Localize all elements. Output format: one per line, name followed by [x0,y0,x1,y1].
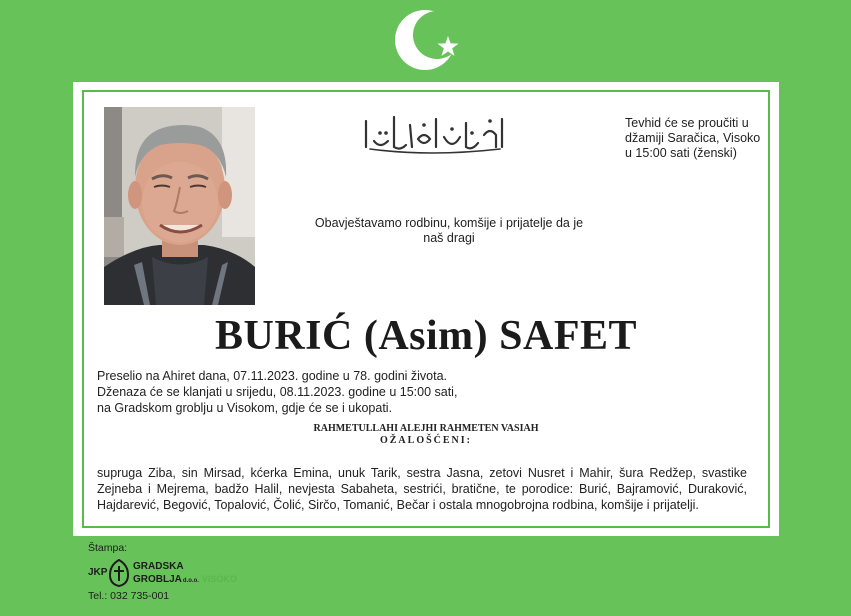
details-line: Preselio na Ahiret dana, 07.11.2023. godine u 78. godini života. [97,369,448,383]
mourners-list: supruga Ziba, sin Mirsad, kćerka Emina, unuk Tarik, sestra Jasna, zetovi Nusret i Mahir, šura Redžep, svastike Zejneba i Mejrema, badžo Halil, nevjesta Sabaheta, sestrići, bratične, te porodice: Burić, Bajramović, Duraković, Hajdarević, Begović, Topalović, Čolić, Sirčo, Tomanić, Bečar i ostala mnogobrojna rodbina, komšije i prijatelji. [97,466,747,512]
logo-jkp: JKP [88,567,108,578]
deceased-name: BURIĆ (Asim) SAFET [214,313,638,359]
portrait-photo [104,107,255,305]
rahmet-text: RAHMETULLAHI ALEJHI RAHMETEN VASIAH [313,423,539,434]
intro-line: naš dragi [423,231,475,245]
funeral-details [97,368,577,416]
prayer-heading [84,423,768,447]
logo-visoko: VISOKO [201,574,237,584]
mourners-heading: OŽALOŠĆENI: [379,435,472,446]
details-line: na Gradskom groblju u Visokom, gdje će se i ukopati. [97,401,393,415]
logo-gradska: GRADSKA [133,561,184,572]
print-label: Štampa: [88,542,128,554]
logo-groblja-row [133,573,237,587]
intro-text [294,216,604,246]
tevhid-line: džamiji Saračica, Visoko [625,131,761,145]
printer-footer [88,542,288,612]
arabic-calligraphy [360,111,507,157]
crescent-star-icon [393,6,463,74]
obituary-notice [73,82,779,536]
details-line: Dženaza će se klanjati u srijedu, 08.11.2023. godine u 15:00 sati, [97,385,458,399]
tevhid-line: u 15:00 sati (ženski) [625,146,737,160]
tevhid-info [625,116,765,161]
cemetery-emblem-icon [108,559,130,587]
tevhid-line: Tevhid će se proučiti u [625,116,749,130]
printer-logo [88,559,258,587]
notice-frame [82,90,770,528]
printer-phone: Tel.: 032 735-001 [88,590,170,602]
logo-groblja: GROBLJA [133,574,182,585]
logo-doo: d.o.o. [182,578,199,584]
intro-line: Obavještavamo rodbinu, komšije i prijatelje da je [314,216,584,230]
